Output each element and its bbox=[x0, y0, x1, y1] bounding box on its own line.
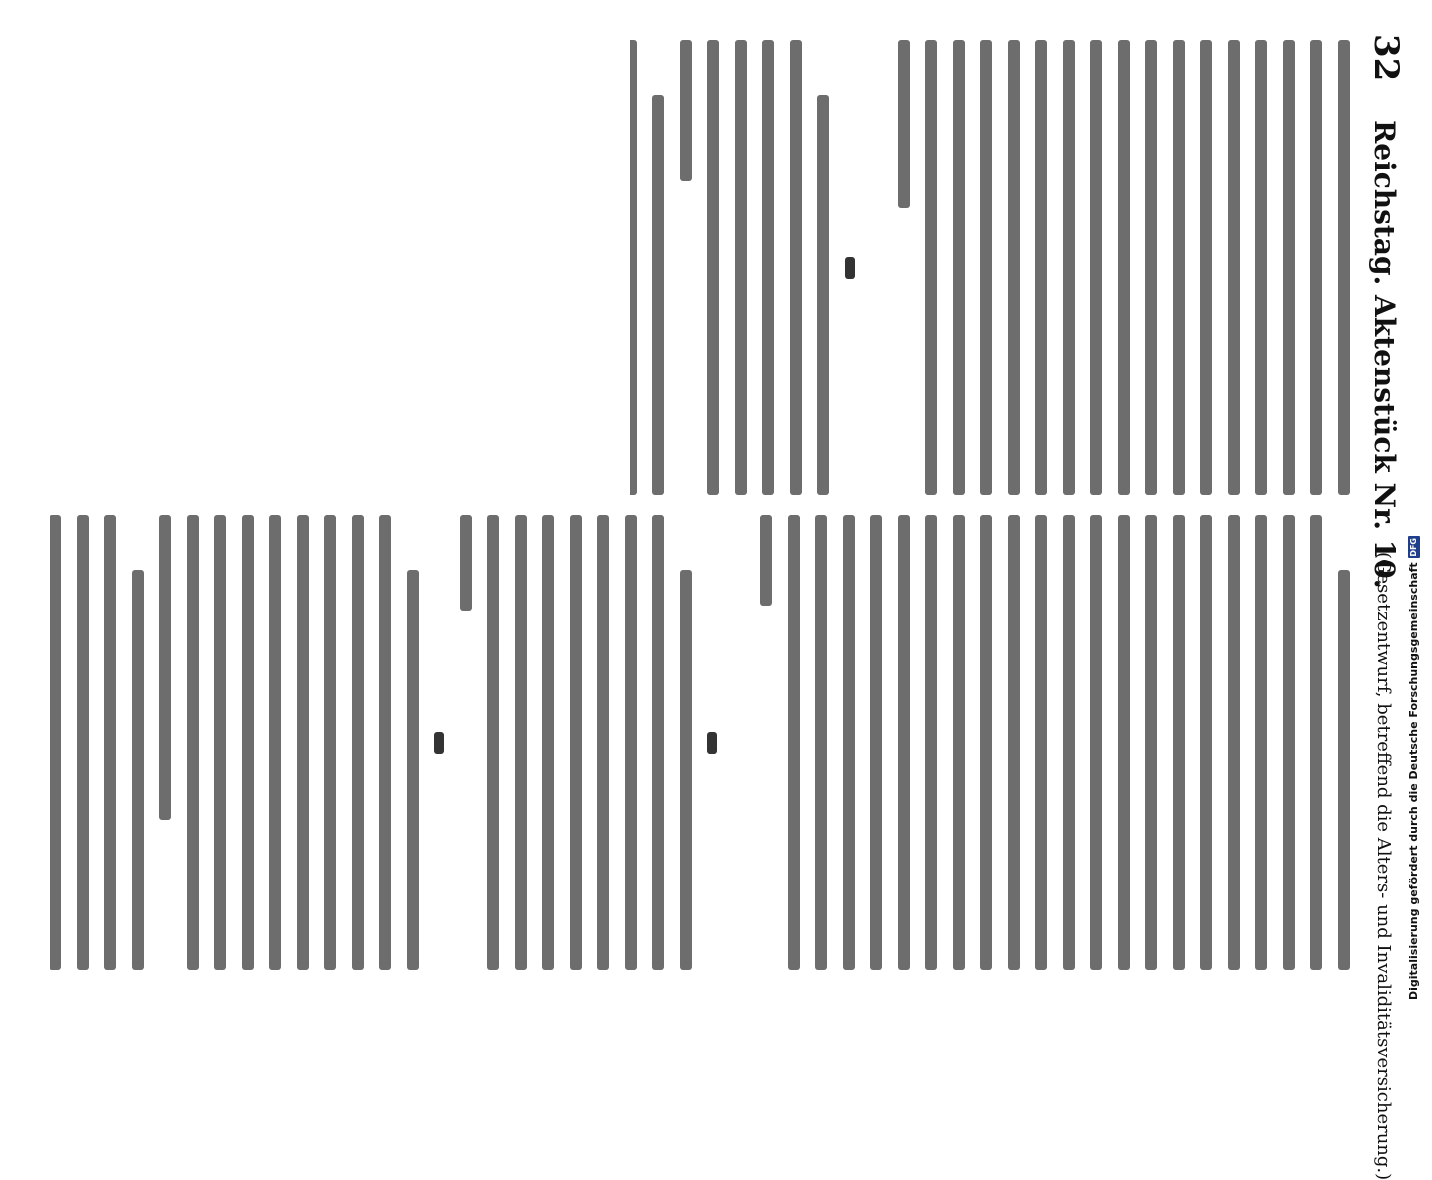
text-line bbox=[761, 515, 773, 606]
text-line bbox=[325, 515, 337, 970]
text-line bbox=[871, 515, 883, 970]
text-line bbox=[1091, 515, 1103, 970]
text-column-right bbox=[50, 515, 1350, 970]
text-line bbox=[1063, 515, 1075, 970]
text-line bbox=[543, 515, 555, 970]
line-gap bbox=[871, 40, 883, 495]
credit-text: Digitalisierung gefördert durch die Deutsche Forschungsgemeinschaft bbox=[1407, 562, 1420, 1000]
page-number: 32 bbox=[1366, 34, 1406, 82]
text-line bbox=[843, 515, 855, 970]
text-line bbox=[630, 40, 637, 495]
text-line bbox=[1201, 40, 1213, 495]
text-line bbox=[1173, 515, 1185, 970]
text-line bbox=[242, 515, 254, 970]
text-line bbox=[187, 515, 199, 970]
document-subtitle: (Gesetzentwurf, betreffend die Alters- und Invaliditätsversicherung.) bbox=[1373, 552, 1394, 1180]
text-line bbox=[1008, 515, 1020, 970]
text-line bbox=[953, 515, 965, 970]
text-line bbox=[653, 515, 665, 970]
text-line bbox=[625, 515, 637, 970]
text-line bbox=[488, 515, 500, 970]
text-line bbox=[898, 515, 910, 970]
text-line bbox=[1311, 40, 1323, 495]
text-line bbox=[105, 515, 117, 970]
text-line bbox=[788, 515, 800, 970]
text-line bbox=[132, 570, 144, 970]
text-line bbox=[407, 570, 419, 970]
text-line bbox=[352, 515, 364, 970]
text-line bbox=[926, 40, 938, 495]
section-mark bbox=[708, 732, 718, 754]
text-line bbox=[763, 40, 775, 495]
document-title: Reichstag. Aktenstück Nr. 10. bbox=[1368, 120, 1401, 589]
text-line bbox=[1256, 515, 1268, 970]
text-line bbox=[735, 40, 747, 495]
text-line bbox=[1338, 40, 1350, 495]
text-line bbox=[816, 515, 828, 970]
text-line bbox=[160, 515, 172, 820]
text-line bbox=[515, 515, 527, 970]
text-line bbox=[898, 40, 910, 208]
text-line bbox=[708, 40, 720, 495]
text-line bbox=[598, 515, 610, 970]
text-line bbox=[1063, 40, 1075, 495]
text-line bbox=[77, 515, 89, 970]
text-line bbox=[1283, 40, 1295, 495]
text-line bbox=[1008, 40, 1020, 495]
text-line bbox=[1338, 570, 1350, 970]
text-line bbox=[653, 95, 665, 495]
text-line bbox=[818, 95, 830, 495]
text-line bbox=[981, 515, 993, 970]
text-line bbox=[1036, 40, 1048, 495]
text-line bbox=[270, 515, 282, 970]
text-line bbox=[297, 515, 309, 970]
text-line bbox=[570, 515, 582, 970]
section-mark bbox=[435, 732, 445, 754]
text-line bbox=[1311, 515, 1323, 970]
text-line bbox=[1118, 515, 1130, 970]
line-gap bbox=[733, 515, 745, 970]
text-line bbox=[680, 570, 692, 970]
text-line bbox=[50, 515, 62, 970]
digitization-credit bbox=[1407, 0, 1423, 1000]
text-line bbox=[1146, 40, 1158, 495]
text-line bbox=[380, 515, 392, 970]
text-line bbox=[953, 40, 965, 495]
text-line bbox=[926, 515, 938, 970]
text-line bbox=[1091, 40, 1103, 495]
text-line bbox=[1228, 515, 1240, 970]
text-line bbox=[1146, 515, 1158, 970]
text-line bbox=[1118, 40, 1130, 495]
text-line bbox=[1228, 40, 1240, 495]
text-line bbox=[1036, 515, 1048, 970]
text-line bbox=[1283, 515, 1295, 970]
text-line bbox=[1173, 40, 1185, 495]
text-line bbox=[680, 40, 692, 181]
text-line bbox=[215, 515, 227, 970]
page-header bbox=[1364, 0, 1408, 1180]
text-line bbox=[1256, 40, 1268, 495]
section-mark bbox=[845, 257, 855, 279]
dfg-logo: DFG bbox=[1409, 538, 1418, 557]
text-line bbox=[460, 515, 472, 611]
text-line bbox=[981, 40, 993, 495]
text-line bbox=[790, 40, 802, 495]
text-line bbox=[1201, 515, 1213, 970]
text-column-left bbox=[630, 40, 1350, 495]
